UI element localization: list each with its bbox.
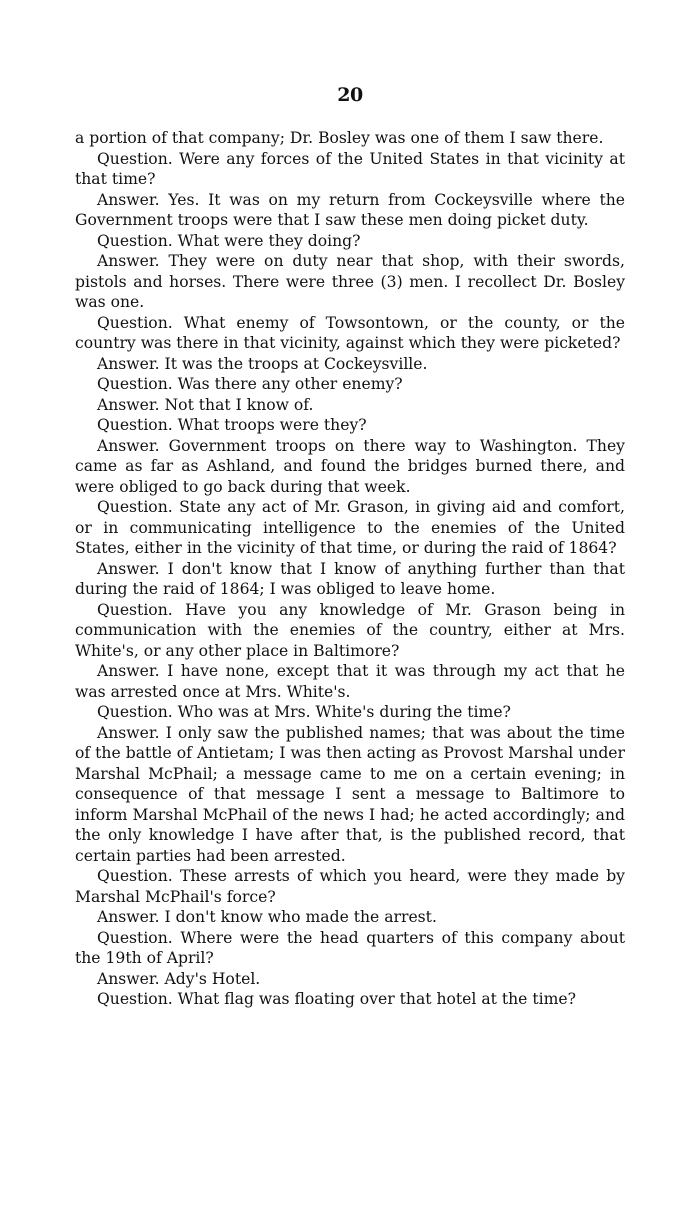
paragraph: Question. State any act of Mr. Grason, in giving aid and comfort, or in communicating intelligence to the enemies of the United States, either in the vicinity of that time, or during the raid of 1864? [75,498,625,557]
paragraph: Answer. Not that I know of. [97,395,314,414]
paragraph: Question. What troops were they? [97,416,367,434]
paragraph: a portion of that company; Dr. Bosley was one of them I saw there. [75,129,604,147]
paragraph: Question. These arrests of which you heard, were they made by Marshal McPhail's force? [75,867,625,906]
paragraph: Question. Where were the head quarters of this company about the 19th of April? [75,928,625,967]
paragraph: Answer. I have none, except that it was through my act that he was arrested once at Mrs. White's. [75,662,625,701]
paragraph: Question. Who was at Mrs. White's during the time? [97,703,511,721]
paragraph: Question. What flag was floating over that hotel at the time? [97,990,576,1008]
paragraph: Question. Have you any knowledge of Mr. Grason being in communication with the enemies of the country, either at Mrs. White's, or any other place in Baltimore? [75,600,625,660]
paragraph: Question. Was there any other enemy? [97,375,403,393]
paragraph: Answer. I only saw the published names; that was about the time of the battle of Antietam; I was then acting as Provost Marshal under Marshal McPhail; a message came to me on a certain evening; in consequence of that message I sent a message to Baltimore to inform Marshal McPhail of the news I had; he acted accordingly; and the only knowledge I have after that, is the published record, that certain parties had been arrested. [75,723,625,865]
paragraph: Answer. It was the troops at Cockeysville. [97,354,428,373]
paragraph: Answer. I don't know that I know of anything further than that during the raid of 1864; I was obliged to leave home. [75,559,625,598]
paragraph: Question. Were any forces of the United States in that vicinity at that time? [75,149,625,188]
paragraph: Question. What were they doing? [97,231,361,250]
paragraph: Answer. I don't know who made the arrest. [97,908,437,926]
paragraph: Answer. Ady's Hotel. [97,969,261,988]
paragraph: Answer. Yes. It was on my return from Cockeysville where the Government troops were that I saw these men doing picket duty. [75,190,625,229]
testimony-text [75,128,625,1010]
paragraph: Answer. They were on duty near that shop, with their swords, pistols and horses. There were three (3) men. I recollect Dr. Bosley was one. [75,252,625,311]
paragraph: Answer. Government troops on there way to Washington. They came as far as Ashland, and found the bridges burned there, and were obliged to go back during that week. [75,436,625,496]
paragraph: Question. What enemy of Towsontown, or the county, or the country was there in that vicinity, against which they were picketed? [75,313,625,352]
page-number: 20 [337,84,363,106]
